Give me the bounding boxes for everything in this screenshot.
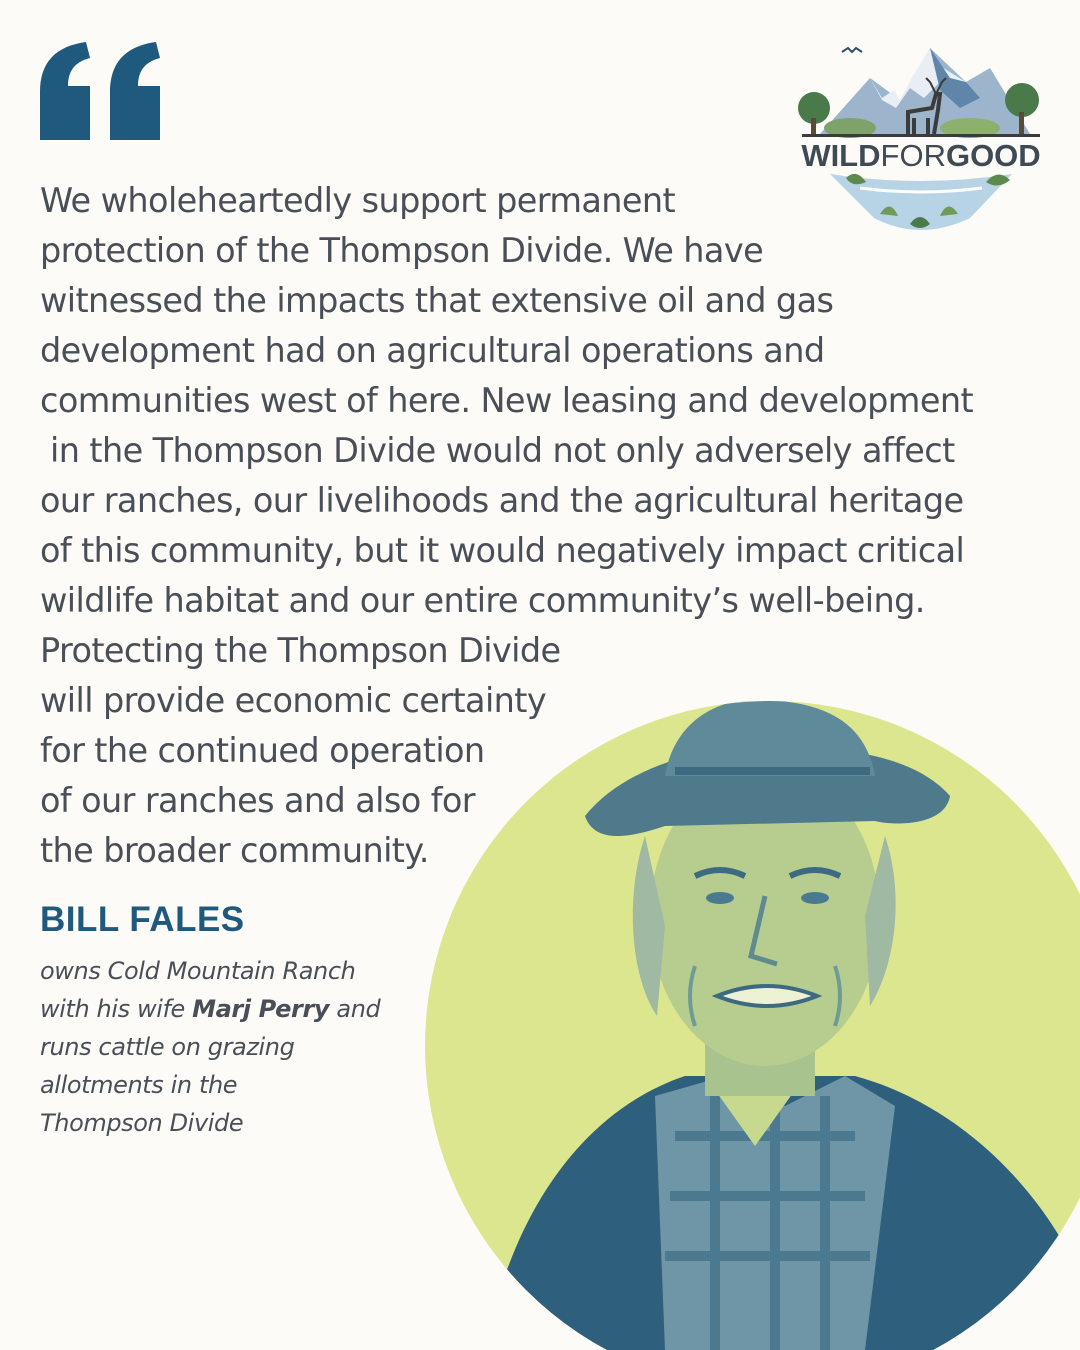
bio-line — [40, 990, 420, 1028]
quote-line: wildlife habitat and our entire community’s well-being. — [40, 581, 925, 620]
portrait-image — [425, 676, 1080, 1350]
bio-text: and — [329, 995, 381, 1023]
quote-line: of this community, but it would negatively impact critical — [40, 531, 965, 570]
quotation-mark-icon — [38, 40, 163, 142]
quote-line: will provide economic certainty — [40, 681, 547, 720]
logo-wordmark — [790, 138, 1052, 174]
bio-line: runs cattle on grazing — [40, 1033, 295, 1061]
quote-line: witnessed the impacts that extensive oil and gas — [40, 281, 834, 320]
quote-line: Protecting the Thompson Divide — [40, 631, 561, 670]
bio-line: allotments in the — [40, 1071, 238, 1099]
quote-line: the broader community. — [40, 831, 429, 870]
speaker-name: BILL FALES — [40, 900, 245, 939]
quote-line: in the Thompson Divide would not only adversely affect — [40, 431, 955, 470]
quote-line: for the continued operation — [40, 731, 485, 770]
speaker-bio — [40, 952, 420, 1142]
speaker-portrait — [425, 676, 1080, 1350]
bio-line: Thompson Divide — [40, 1109, 244, 1137]
quote-line: communities west of here. New leasing and development — [40, 381, 974, 420]
logo-word-wild: WILD — [801, 138, 881, 173]
bio-text: with his wife — [40, 995, 193, 1023]
bio-line: owns Cold Mountain Ranch — [40, 957, 356, 985]
quote-line: development had on agricultural operations and — [40, 331, 825, 370]
logo-word-for: FOR — [880, 138, 946, 173]
quote-line: of our ranches and also for — [40, 781, 475, 820]
quote-line: our ranches, our livelihoods and the agricultural heritage — [40, 481, 964, 520]
quote-line: We wholeheartedly support permanent — [40, 181, 676, 220]
quote-line: protection of the Thompson Divide. We have — [40, 231, 764, 270]
spouse-name: Marj Perry — [192, 995, 330, 1023]
logo-word-good: GOOD — [945, 138, 1041, 173]
